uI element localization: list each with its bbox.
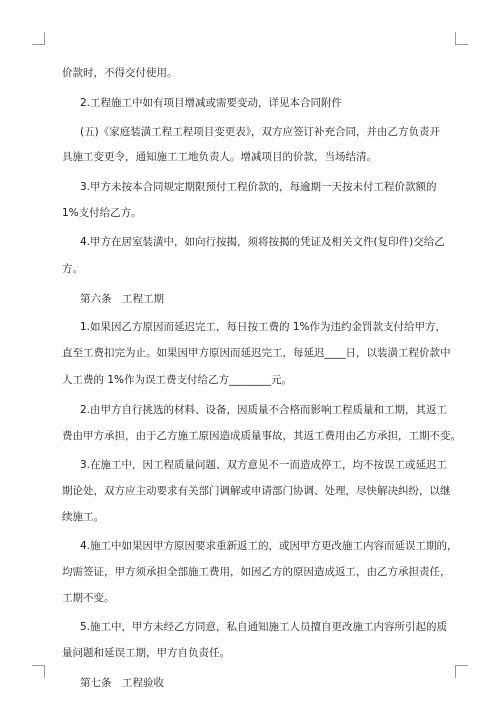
text-line: 1%支付给乙方。	[62, 207, 142, 219]
text-line: 3.甲方未按本合同规定期限预付工程价款的，每逾期一天按未付工程价款额的	[80, 181, 437, 193]
text-line: 4.施工中如果因甲方原因要求重新返工的，或因甲方更改施工内容而延误工期的，	[80, 540, 458, 552]
text-line: 5.施工中，甲方未经乙方同意，私自通知施工人员擅自更改施工内容所引起的质	[80, 621, 448, 633]
text-line: 具施工变更令，通知施工工地负责人。增减项目的价款，当场结清。	[62, 151, 377, 163]
text-line: 价款时，不得交付使用。	[62, 67, 178, 79]
text-line: 量问题和延误工期，甲方自负责任。	[62, 647, 230, 659]
crop-mark-top-left	[32, 32, 45, 45]
text-line: 工期不变。	[62, 592, 115, 604]
text-line: 均需签证，甲方须承担全部施工费用，如因乙方的原因造成返工，由乙方承担责任，	[62, 566, 451, 578]
text-line: (五)《家庭装潢工程工程项目变更表》，双方应签订补充合同，并由乙方负责开	[80, 126, 440, 138]
text-line: 期论处，双方应主动要求有关部门调解或申请部门协调、处理，尽快解决纠纷，以继	[62, 485, 451, 497]
text-line: 3.在施工中，因工程质量问题、双方意见不一而造成停工，均不按误工或延迟工	[80, 459, 448, 471]
text-line: 费由甲方承担，由于乙方施工原因造成质量事故，其返工费用由乙方承担，工期不变。	[62, 430, 461, 442]
text-line: 续施工。	[62, 511, 104, 523]
crop-mark-bottom-right	[455, 665, 468, 678]
section-heading: 第七条 工程验收	[80, 677, 164, 689]
text-line: 2.工程施工中如有项目增减或需要变动，详见本合同附件	[80, 97, 343, 109]
text-line: 方。	[62, 263, 83, 275]
crop-mark-top-right	[455, 32, 468, 45]
text-line: 2.由甲方自行挑选的材料、设备，因质量不合格而影响工程质量和工期，其返工	[80, 404, 448, 416]
section-heading: 第六条 工程工期	[80, 293, 164, 305]
text-line: 4.甲方在居室装潢中，如向行按揭，须将按揭的凭证及相关文件(复印件)交给乙	[80, 236, 445, 248]
text-line: 人工费的 1%作为误工费支付给乙方________元。	[62, 374, 292, 386]
text-line: 1.如果因乙方原因而延迟完工，每日按工费的 1%作为违约金罚款支付给甲方，	[80, 321, 447, 333]
crop-mark-bottom-left	[32, 665, 45, 678]
text-line: 直至工费扣完为止。如果因甲方原因而延迟完工，每延迟____日，以装潢工程价款中	[62, 347, 451, 359]
